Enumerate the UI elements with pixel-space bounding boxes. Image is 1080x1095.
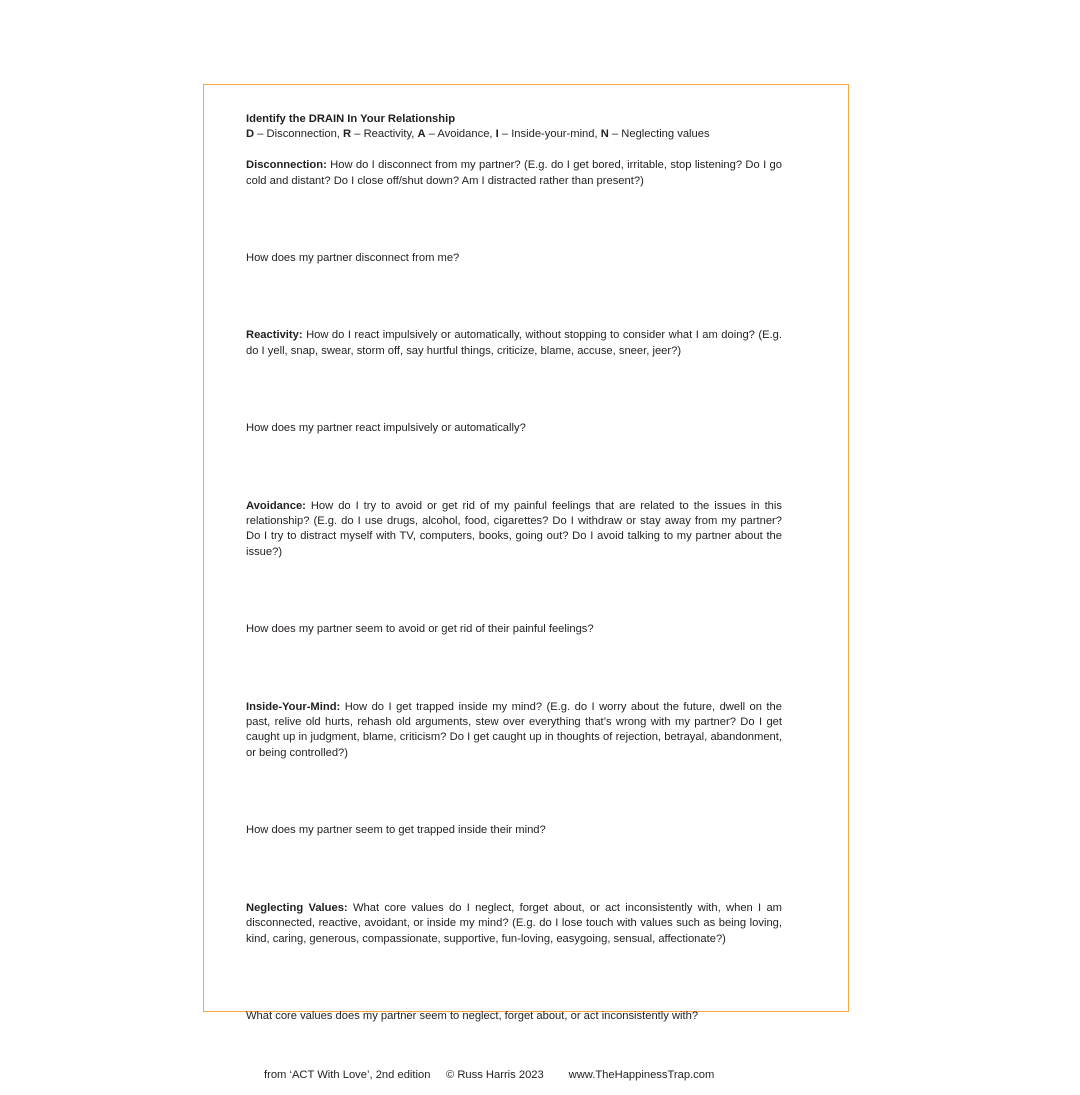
legend-letter-r: R [343,128,352,141]
legend-text-a: – Avoidance, [425,128,496,141]
section-prompt-neglecting-values [246,901,782,947]
answer-space-inside-your-mind-self[interactable] [246,761,782,823]
section-label-reactivity: Reactivity: [246,329,303,342]
drain-legend [246,127,782,142]
section-label-avoidance: Avoidance: [246,499,306,512]
legend-text-d: – Disconnection, [254,128,344,141]
legend-letter-a: A [417,128,426,141]
legend-text-n: – Neglecting values [608,128,710,141]
section-prompt-avoidance [246,499,782,561]
worksheet-content [246,112,782,1095]
section-body-disconnection: How do I disconnect from my partner? (E.g. do I get bored, irritable, stop listening? Do I go cold and distant? Do I close off/shut down? Am I distracted rather than present?) [246,159,782,187]
section-body-neglecting-values: What core values do I neglect, forget about, or act inconsistently with, when I am disconnected, reactive, avoidant, or inside my mind? (E.g. do I lose touch with values such as being loving, kind, caring, generous, compassionate, supportive, fun-loving, easygoing, sensual, affectionate?) [246,901,782,945]
section-question-neglecting-values: What core values does my partner seem to neglect, forget about, or act inconsistently with? [246,1009,699,1022]
section-label-disconnection: Disconnection: [246,159,327,172]
legend-text-i: – Inside-your-mind, [498,128,601,141]
answer-space-disconnection-self[interactable] [246,189,782,251]
spacer [246,143,782,158]
section-prompt-reactivity [246,328,782,359]
section-body-avoidance: How do I try to avoid or get rid of my painful feelings that are related to the issues in this relationship? (E.g. do I use drugs, alcohol, food, cigarettes? Do I withdraw or stay away from my partner? Do I try to distract myself with TV, computers, books, going out? Do I avoid talking to my partner about the issue?) [246,499,782,558]
footer-credit: from ‘ACT With Love’, 2nd edition © Russ Harris 2023 www.TheHappinessTrap.com [264,1069,715,1082]
answer-space-reactivity-self[interactable] [246,359,782,421]
answer-space-reactivity-partner[interactable] [246,437,782,499]
legend-letter-n: N [600,128,609,141]
answer-space-neglecting-values-self[interactable] [246,947,782,1009]
section-label-neglecting-values: Neglecting Values: [246,901,348,914]
section-prompt-inside-your-mind [246,700,782,762]
page-title: Identify the DRAIN In Your Relationship [246,113,456,125]
section-question-inside-your-mind: How does my partner seem to get trapped inside their mind? [246,824,546,837]
section-question-avoidance: How does my partner seem to avoid or get rid of their painful feelings? [246,623,594,636]
section-label-inside-your-mind: Inside-Your-Mind: [246,700,341,713]
section-question-reactivity: How does my partner react impulsively or automatically? [246,422,526,435]
legend-letter-d: D [246,128,255,141]
answer-space-inside-your-mind-partner[interactable] [246,839,782,901]
section-body-inside-your-mind: How do I get trapped inside my mind? (E.g. do I worry about the future, dwell on the past, relive old hurts, rehash old arguments, stew over everything that’s wrong with my partner? Do I get caught up in judgment, blame, criticism? Do I get caught up in thoughts of rejection, betrayal, abandonment, or being controlled?) [246,700,782,759]
section-body-reactivity: How do I react impulsively or automatically, without stopping to consider what I am doing? (E.g. do I yell, snap, swear, storm off, say hurtful things, criticize, blame, accuse, sneer, jeer?) [246,329,782,357]
section-question-disconnection: How does my partner disconnect from me? [246,252,460,265]
answer-space-avoidance-partner[interactable] [246,638,782,700]
legend-letter-i: I [495,128,499,141]
answer-space-disconnection-partner[interactable] [246,266,782,328]
legend-text-r: – Reactivity, [351,128,418,141]
answer-space-avoidance-self[interactable] [246,560,782,622]
worksheet-page [203,84,849,1082]
section-prompt-disconnection [246,158,782,189]
